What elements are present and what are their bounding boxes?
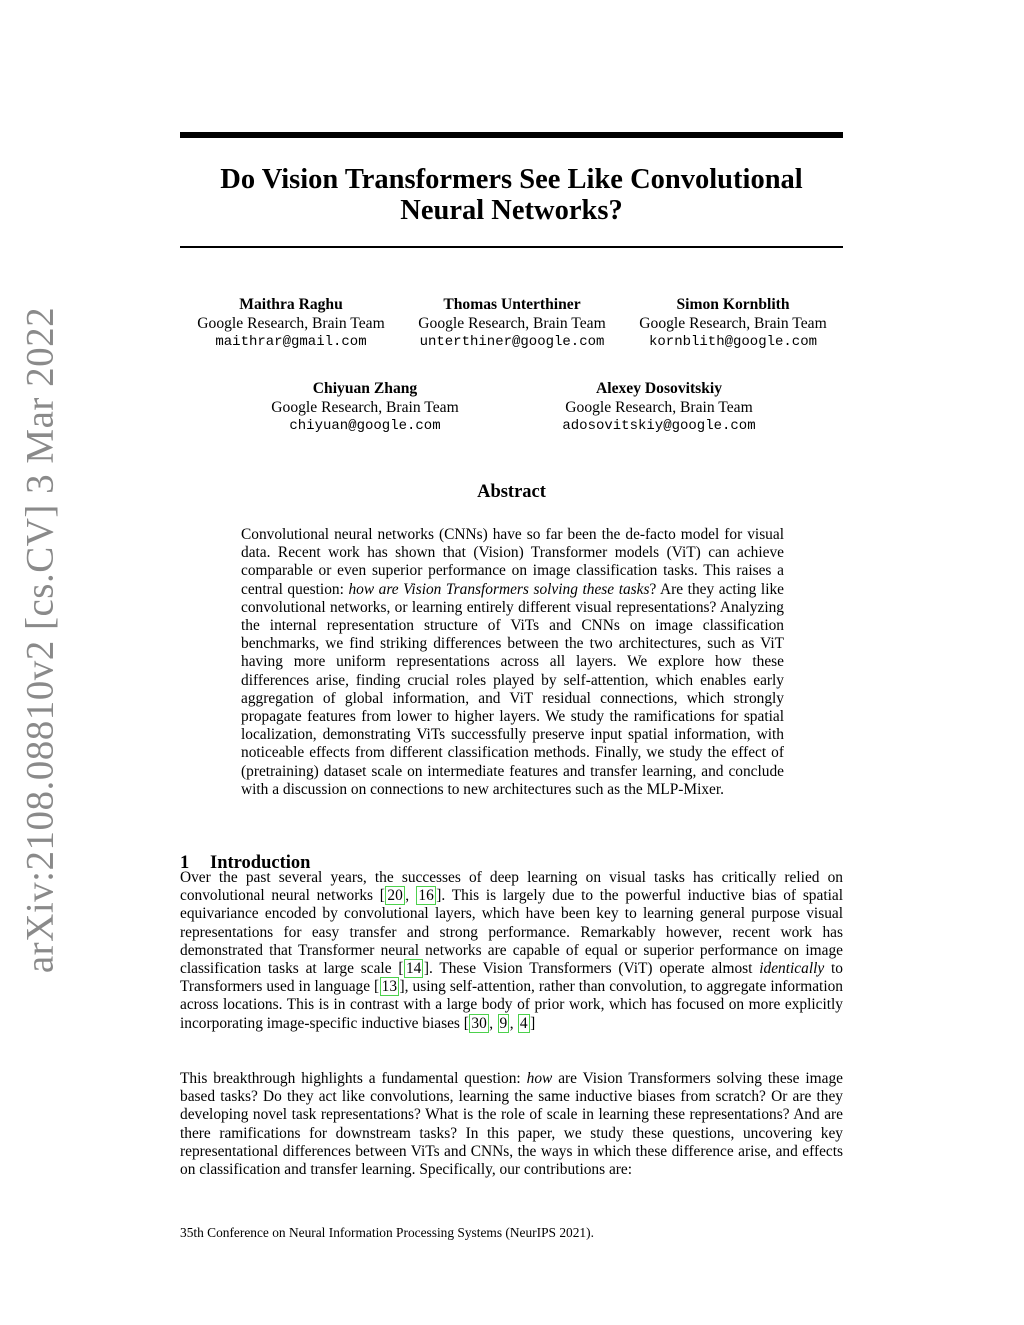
abstract-text-part: Convolutional neural networks (CNNs) have so far been the de-facto model for visual data. Recent work has shown that (Vision) Transformer models (ViT) can achieve comparable or even superior performance on image classification tasks. This raises a central question: [241, 526, 784, 598]
section-number: 1 [180, 853, 190, 873]
title-line-1: Do Vision Transformers See Like Convolutional [220, 164, 803, 195]
abstract-text-part: ? Are they acting like convolutional networks, or learning entirely different visual representations? Analyzing the internal representation structure of ViTs and CNNs on image classification benchmarks, we find striking differences between the two architectures, such as ViT having more uniform representations across all layers. We explore how these differences arise, finding crucial roles played by self-attention, which enables early aggregation of global information, and ViT residual connections, which strongly propagate features from lower to higher layers. We study the ramifications for spatial localization, demonstrating ViTs successfully preserve input spatial information, with noticeable effects from different classification methods. Finally, we study the effect of (pretraining) dataset scale on intermediate features and transfer learning, and conclude with a discussion on connections to new architectures such as the MLP-Mixer. [241, 580, 784, 798]
citation-separator: , [509, 1014, 518, 1032]
citation-link[interactable]: 30 [471, 1014, 487, 1032]
author-email[interactable]: unterthiner@google.com [419, 334, 605, 350]
author-email[interactable]: adosovitskiy@google.com [562, 418, 756, 434]
author-email[interactable]: chiyuan@google.com [289, 418, 441, 434]
paragraph-text: to Transformers used in language [ [180, 960, 843, 996]
intro-paragraph-1 [180, 869, 843, 1033]
emphasis-text: how [526, 1070, 553, 1087]
conference-footnote: 35th Conference on Neural Information Processing Systems (NeurIPS 2021). [180, 1225, 594, 1240]
citation-link[interactable]: 13 [381, 978, 398, 996]
abstract-heading: Abstract [477, 482, 546, 502]
arxiv-identifier-stamp: arXiv:2108.08810v2 [cs.CV] 3 Mar 2022 [18, 306, 62, 974]
citation-link[interactable]: 9 [499, 1014, 508, 1032]
paragraph-text: ], using self-attention, rather than convolution, to aggregate information across locations. This is in contrast with a large body of prior work, which has focused on more explicitly incorporating image-specific inductive biases [ [180, 978, 843, 1032]
author-email[interactable]: maithrar@gmail.com [215, 334, 367, 350]
intro-paragraph-2 [180, 1070, 843, 1179]
author-affiliation: Google Research, Brain Team [418, 315, 606, 332]
paragraph-text: This breakthrough highlights a fundamental question: [180, 1070, 527, 1087]
author-name: Alexey Dosovitskiy [595, 380, 723, 397]
author-name: Chiyuan Zhang [312, 380, 418, 397]
citation-link[interactable]: 14 [405, 960, 422, 978]
citation-link[interactable]: 4 [519, 1014, 528, 1032]
author-email[interactable]: kornblith@google.com [648, 334, 818, 350]
paragraph-text: ]. This is largely due to the powerful inductive bias of spatial equivariance encoded by convolutional layers, which have been key to learning general purpose visual representations for easy transfer and strong performance. Remarkably however, recent work has demonstrated that Transformer neural networks are capable of equal or superior performance on image classification tasks at large scale [ [180, 887, 843, 978]
citation-separator: , [405, 887, 416, 905]
author-block [180, 295, 402, 352]
author-block [254, 379, 476, 436]
author-affiliation: Google Research, Brain Team [271, 399, 459, 416]
paper-title [180, 164, 843, 226]
author-block [538, 379, 780, 436]
title-line-2: Neural Networks? [400, 195, 623, 226]
author-block [401, 295, 623, 352]
author-affiliation: Google Research, Brain Team [639, 315, 827, 332]
author-affiliation: Google Research, Brain Team [565, 399, 753, 416]
author-name: Thomas Unterthiner [443, 296, 581, 313]
section-title: Introduction [210, 853, 311, 873]
abstract-text [241, 526, 784, 799]
author-affiliation: Google Research, Brain Team [197, 315, 385, 332]
paragraph-text: ]. These Vision Transformers (ViT) operate almost [423, 960, 760, 978]
abstract-italic-question: how are Vision Transformers solving these tasks [348, 580, 650, 598]
citation-link[interactable]: 16 [418, 887, 434, 905]
author-block [622, 295, 844, 352]
emphasis-text: identically [759, 960, 825, 978]
author-name: Maithra Raghu [239, 296, 343, 313]
title-bottom-rule [180, 246, 843, 248]
paragraph-text: Over the past several years, the successes of deep learning on visual tasks has critically relied on convolutional neural networks [ [180, 869, 843, 905]
citation-link[interactable]: 20 [387, 887, 403, 905]
citation-separator: , [489, 1014, 497, 1032]
paragraph-text: ] [530, 1014, 536, 1032]
paragraph-text: are Vision Transformers solving these image based tasks? Do they act like convolutions, learning the same inductive biases from scratch? Or are they developing novel task representations? What is the role of scale in learning these representations? And are there ramifications for downstream tasks? In this paper, we study these questions, uncovering key representational differences between ViTs and CNNs, the ways in which these difference arise, and effects on classification and transfer learning. Specifically, our contributions are: [180, 1070, 843, 1179]
title-top-rule [180, 132, 843, 138]
author-name: Simon Kornblith [676, 296, 790, 313]
